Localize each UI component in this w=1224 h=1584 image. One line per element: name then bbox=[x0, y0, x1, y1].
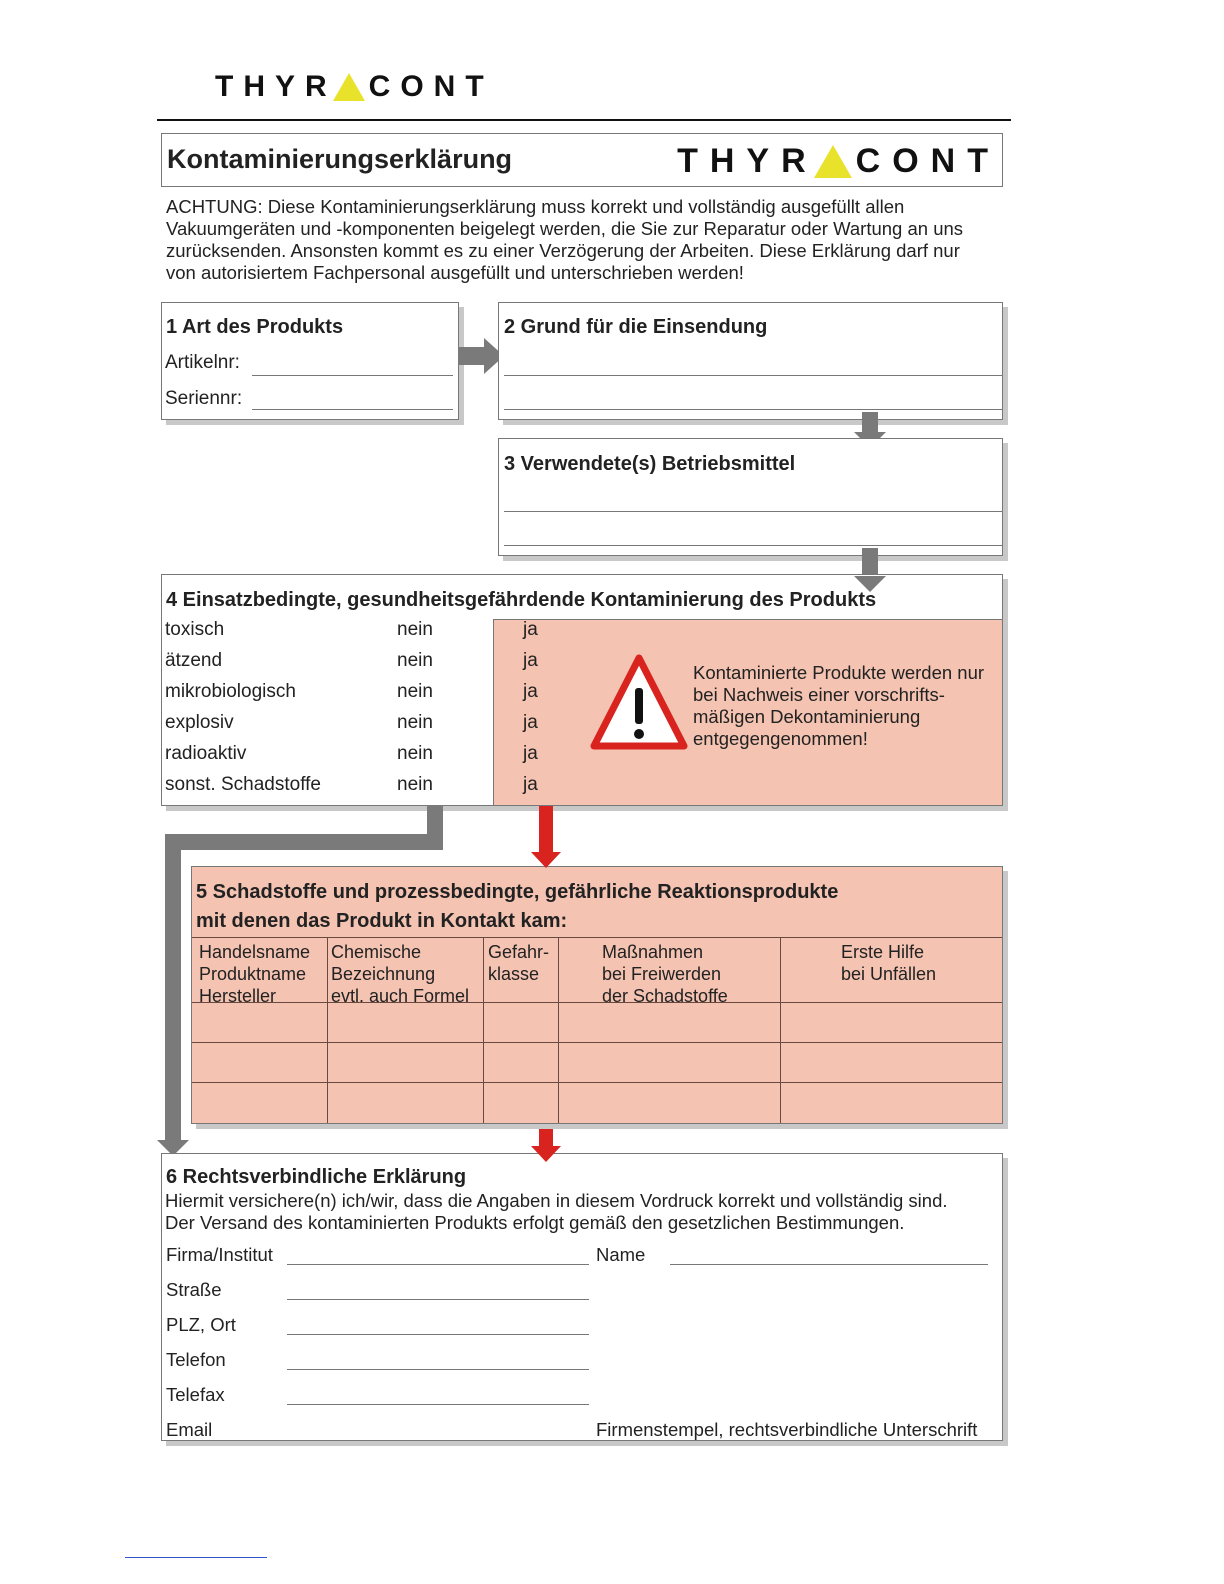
red-arrow-head-icon bbox=[531, 852, 561, 868]
title-box bbox=[161, 133, 1003, 187]
option-no[interactable]: nein bbox=[397, 619, 433, 640]
artikelnr-label: Artikelnr: bbox=[165, 352, 240, 373]
warning-text: ACHTUNG: Diese Kontaminierungserklärung muss korrekt und vollständig ausgefüllt allen Vakuumgeräten und -komponenten beigelegt werden, die Sie zur Reparatur oder Wartung an uns zurücksenden. Ansonsten kommt es zu einer Verzögerung der Arbeiten. Diese Erklärung darf nur von autorisiertem Fachpersonal ausgefüllt und unterschrieben werden! bbox=[166, 196, 964, 283]
option-yes[interactable]: ja bbox=[523, 619, 538, 640]
option-yes[interactable]: ja bbox=[523, 650, 538, 671]
yes-area bbox=[493, 619, 1002, 805]
gray-connector bbox=[165, 834, 443, 850]
option-no[interactable]: nein bbox=[397, 743, 433, 764]
section-3-title: 3 Verwendete(s) Betriebsmittel bbox=[504, 453, 796, 475]
arrow-right-icon bbox=[458, 347, 484, 365]
section-6-title: 6 Rechtsverbindliche Erklärung bbox=[166, 1166, 467, 1188]
column-header: Handelsname Produktname Hersteller bbox=[199, 942, 311, 1006]
contamination-type-label: ätzend bbox=[165, 650, 223, 671]
section-1-title: 1 Art des Produkts bbox=[166, 316, 344, 338]
section-2-title: 2 Grund für die Einsendung bbox=[504, 316, 768, 338]
title-logo bbox=[677, 142, 1000, 181]
column-header: Gefahr- klasse bbox=[488, 942, 550, 984]
option-no[interactable]: nein bbox=[397, 650, 433, 671]
name-label: Name bbox=[596, 1244, 646, 1265]
section-4-title: 4 Einsatzbedingte, gesundheitsgefährdende Kontaminierung des Produkts bbox=[166, 589, 877, 611]
gray-connector bbox=[165, 834, 181, 1142]
option-no[interactable]: nein bbox=[397, 712, 433, 733]
contamination-type-label: mikrobiologisch bbox=[165, 681, 296, 702]
declaration-text-1: Hiermit versichere(n) ich/wir, dass die Angaben in diesem Vordruck korrekt und vollständig sind. bbox=[165, 1190, 948, 1211]
reason-field-2[interactable] bbox=[504, 409, 1002, 410]
section-5-title: 5 Schadstoffe und prozessbedingte, gefährliche Reaktionsprodukte bbox=[196, 881, 839, 903]
field-label: Email bbox=[166, 1419, 213, 1440]
option-yes[interactable]: ja bbox=[523, 681, 538, 702]
red-arrow-icon bbox=[539, 806, 553, 854]
field-label: Telefax bbox=[166, 1384, 225, 1405]
seriennr-field[interactable] bbox=[252, 409, 453, 410]
logo-text-left: THYR bbox=[677, 142, 818, 180]
contamination-type-label: radioaktiv bbox=[165, 743, 247, 764]
arrow-down-head-icon bbox=[854, 576, 886, 592]
contamination-type-label: toxisch bbox=[165, 619, 225, 640]
media-field-2[interactable] bbox=[504, 545, 1002, 546]
artikelnr-field[interactable] bbox=[252, 375, 453, 376]
option-no[interactable]: nein bbox=[397, 774, 433, 795]
text-field[interactable] bbox=[287, 1264, 589, 1265]
section-3-box bbox=[498, 438, 1003, 556]
field-label: Firma/Institut bbox=[166, 1244, 273, 1265]
contamination-type-label: sonst. Schadstoffe bbox=[165, 774, 321, 795]
field-label: Straße bbox=[166, 1279, 222, 1300]
field-label: PLZ, Ort bbox=[166, 1314, 236, 1335]
company-logo bbox=[215, 70, 494, 104]
column-header: Erste Hilfe bei Unfällen bbox=[841, 942, 937, 984]
text-field[interactable] bbox=[287, 1369, 589, 1370]
seriennr-label: Seriennr: bbox=[165, 388, 243, 409]
section-5-box bbox=[191, 866, 1003, 1124]
column-header: Maßnahmen bei Freiwerden der Schadstoffe bbox=[602, 942, 728, 1006]
section-5-subtitle: mit denen das Produkt in Kontakt kam: bbox=[196, 910, 568, 932]
contamination-type-label: explosiv bbox=[165, 712, 234, 733]
name-field[interactable] bbox=[670, 1264, 988, 1265]
red-arrow-icon bbox=[539, 1124, 553, 1148]
logo-text-right: CONT bbox=[855, 142, 1000, 180]
text-field[interactable] bbox=[287, 1404, 589, 1405]
text-field[interactable] bbox=[287, 1299, 589, 1300]
option-yes[interactable]: ja bbox=[523, 743, 538, 764]
page-title: Kontaminierungserklärung bbox=[167, 144, 513, 174]
logo-triangle-icon bbox=[333, 73, 365, 101]
reason-field-1[interactable] bbox=[504, 375, 1002, 376]
logo-text-right: CONT bbox=[368, 70, 494, 103]
red-arrow-head-icon bbox=[531, 1146, 561, 1162]
section-6-box bbox=[161, 1153, 1003, 1441]
footer-link-line bbox=[125, 1557, 267, 1558]
logo-triangle-icon bbox=[814, 145, 852, 178]
section-1-box bbox=[161, 302, 459, 420]
header-rule bbox=[157, 119, 1011, 121]
column-header: Chemische Bezeichnung evtl. auch Formel bbox=[331, 942, 470, 1006]
section-4-box bbox=[161, 574, 1003, 806]
section-2-box bbox=[498, 302, 1003, 420]
substances-table bbox=[192, 937, 1002, 1123]
declaration-text-2: Der Versand des kontaminierten Produkts erfolgt gemäß den gesetzlichen Bestimmungen. bbox=[165, 1212, 905, 1233]
logo-text-left: THYR bbox=[215, 70, 337, 103]
media-field-1[interactable] bbox=[504, 511, 1002, 512]
option-yes[interactable]: ja bbox=[523, 774, 538, 795]
arrow-down-icon bbox=[862, 412, 878, 432]
signature-label: Firmenstempel, rechtsverbindliche Unterschrift bbox=[596, 1419, 978, 1440]
option-no[interactable]: nein bbox=[397, 681, 433, 702]
contamination-notice: Kontaminierte Produkte werden nur bei Nachweis einer vorschrifts-mäßigen Dekontaminierung entgegengenommen! bbox=[693, 662, 985, 749]
warning-triangle-icon bbox=[590, 654, 688, 750]
field-label: Telefon bbox=[166, 1349, 226, 1370]
option-yes[interactable]: ja bbox=[523, 712, 538, 733]
text-field[interactable] bbox=[287, 1334, 589, 1335]
